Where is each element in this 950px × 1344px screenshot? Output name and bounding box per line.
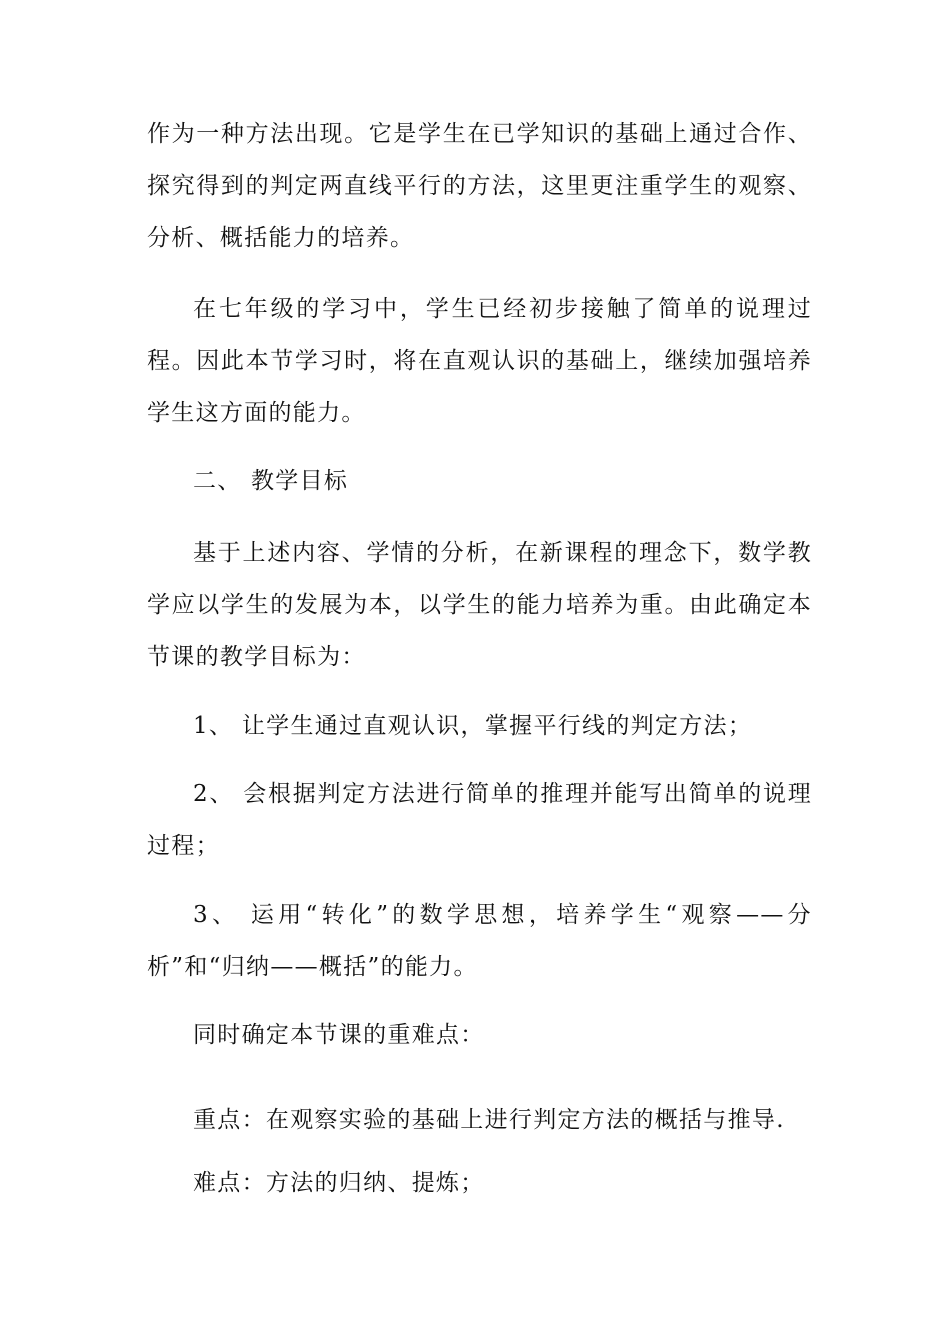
paragraph-method-intro: 作为一种方法出现。它是学生在已学知识的基础上通过合作、探究得到的判定两直线平行的方法，这里更注重学生的观察、分析、概括能力的培养。: [147, 121, 812, 251]
paragraph-goals-intro: 基于上述内容、学情的分析，在新课程的理念下，数学教学应以学生的发展为本，以学生的能力培养为重。由此确定本节课的教学目标为：: [147, 540, 812, 670]
section-number: 二、: [193, 468, 242, 494]
paragraph-key-points-intro: 同时确定本节课的重难点：: [193, 1022, 485, 1048]
goal-item-3: 3、 运用“转化”的数学思想，培养学生“观察——分析”和“归纳——概括”的能力。: [147, 902, 812, 980]
paragraph-grade-seven: 在七年级的学习中，学生已经初步接触了简单的说理过程。因此本节学习时，将在直观认识的基础上，继续加强培养学生这方面的能力。: [147, 296, 812, 426]
goal-item-1: 1、 让学生通过直观认识，掌握平行线的判定方法；: [193, 713, 753, 739]
difficult-point: 难点：方法的归纳、提炼；: [193, 1170, 485, 1196]
goal-item-2: 2、 会根据判定方法进行简单的推理并能写出简单的说理过程；: [147, 781, 812, 859]
section-heading: [193, 455, 348, 507]
key-point: 重点：在观察实验的基础上进行判定方法的概括与推导.: [193, 1107, 785, 1133]
section-title: 教学目标: [251, 468, 349, 494]
